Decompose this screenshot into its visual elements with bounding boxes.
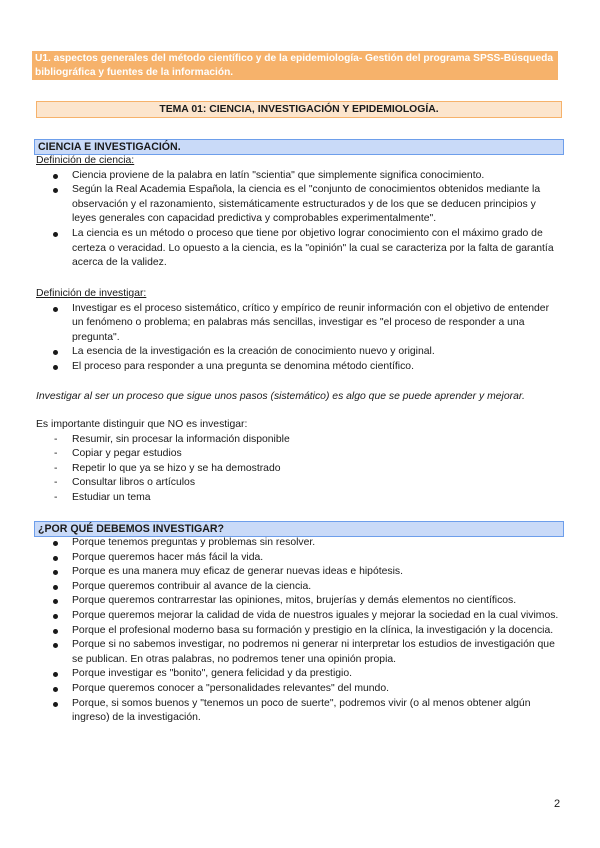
list-item: - Resumir, sin procesar la información disponible [36, 433, 560, 448]
list-item: Porque queremos conocer a "personalidades relevantes" del mundo. [36, 682, 560, 697]
list-item: Porque queremos contribuir al avance de la ciencia. [36, 580, 560, 595]
definicion-ciencia-label: Definición de ciencia: [36, 155, 135, 166]
list-item: Según la Real Academia Española, la ciencia es el "conjunto de conocimientos obtenidos mediante la observación y el razonamiento, sistemáticamente estructurados y de los que se deducen principios y leyes generales con capacidad predictiva y comprobables experimentalmente". [36, 183, 560, 227]
distinguish-intro: Es importante distinguir que NO es investigar: [36, 419, 248, 430]
list-item: - Copiar y pegar estudios [36, 447, 560, 462]
list-item: Porque queremos mejorar la calidad de vida de nuestros iguales y mejorar la sociedad en la cual vivimos. [36, 609, 560, 624]
list-item: Porque el profesional moderno basa su formación y prestigio en la clínica, la investigación y la docencia. [36, 624, 560, 639]
list-item: Porque queremos hacer más fácil la vida. [36, 551, 560, 566]
page-number: 2 [554, 798, 561, 810]
list-item: La esencia de la investigación es la creación de conocimiento nuevo y original. [36, 345, 560, 360]
section-header-por-que: ¿POR QUÉ DEBEMOS INVESTIGAR? [34, 521, 564, 537]
definicion-ciencia-list [36, 169, 560, 271]
list-item: Porque queremos contrarrestar las opiniones, mitos, brujerías y demás elementos no científicos. [36, 594, 560, 609]
list-item: Porque es una manera muy eficaz de generar nuevas ideas e hipótesis. [36, 565, 560, 580]
definicion-investigar-block [36, 287, 560, 375]
definicion-investigar-list [36, 302, 560, 375]
list-item: - Repetir lo que ya se hizo y se ha demostrado [36, 462, 560, 477]
list-item: - Estudiar un tema [36, 491, 560, 506]
list-item: Ciencia proviene de la palabra en latín "scientia" que simplemente significa conocimiento. [36, 169, 560, 184]
list-item: Porque investigar es "bonito", genera felicidad y da prestigio. [36, 667, 560, 682]
por-que-block [36, 536, 560, 726]
list-item: La ciencia es un método o proceso que tiene por objetivo lograr conocimiento con el máximo grado de certeza o veracidad. Lo opuesto a la ciencia, es la "opinión" la cual se caracteriza por la falta de garantía acerca de la validez. [36, 227, 560, 271]
por-que-list [36, 536, 560, 726]
section-header-ciencia: CIENCIA E INVESTIGACIÓN. [34, 139, 564, 155]
unit-banner: U1. aspectos generales del método científico y de la epidemiología- Gestión del programa SPSS-Búsqueda bibliográfica y fuentes de la información. [32, 51, 558, 80]
list-item: Porque si no sabemos investigar, no podremos ni generar ni interpretar los estudios de investigación que se publican. En otras palabras, no podremos tener una opinión propia. [36, 638, 560, 667]
italic-note: Investigar al ser un proceso que sigue unos pasos (sistemático) es algo que se puede aprender y mejorar. [36, 391, 525, 402]
not-investigar-block [36, 418, 560, 506]
list-item: Porque tenemos preguntas y problemas sin resolver. [36, 536, 560, 551]
list-item: El proceso para responder a una pregunta se denomina método científico. [36, 360, 560, 375]
definicion-ciencia-block [36, 154, 560, 271]
list-item: - Consultar libros o artículos [36, 476, 560, 491]
not-investigar-list [36, 433, 560, 506]
list-item: Porque, si somos buenos y "tenemos un poco de suerte", podremos vivir (o al menos obtener algún ingreso) de la investigación. [36, 697, 560, 726]
list-item: Investigar es el proceso sistemático, crítico y empírico de reunir información con el objetivo de entender un fenómeno o problema; en palabras más sencillas, investigar es "el proceso de responder a una pregunta". [36, 302, 560, 346]
definicion-investigar-label: Definición de investigar: [36, 288, 147, 299]
topic-title: TEMA 01: CIENCIA, INVESTIGACIÓN Y EPIDEMIOLOGÍA. [36, 101, 562, 118]
